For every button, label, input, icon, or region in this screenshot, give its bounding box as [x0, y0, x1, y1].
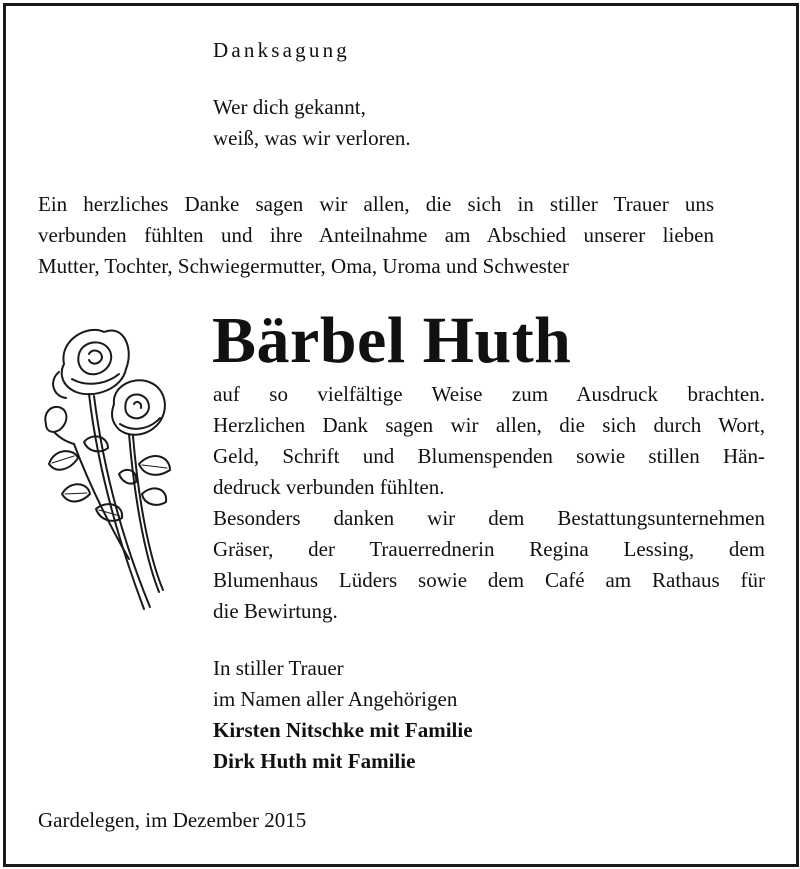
body-line: Besonders danken wir dem Bestattungsunternehmen [213, 506, 765, 530]
body-line: Gräser, der Trauerrednerin Regina Lessing, dem [213, 537, 765, 561]
body-text [213, 379, 765, 627]
intro-line: Mutter, Tochter, Schwiegermutter, Oma, Uroma und Schwester [38, 254, 569, 278]
intro-text [38, 189, 714, 282]
family-name: Dirk Huth mit Familie [213, 749, 416, 773]
body-line: Geld, Schrift und Blumenspenden sowie stillen Hän- [213, 444, 765, 468]
body-line: die Bewirtung. [213, 599, 338, 623]
intro-line: Ein herzliches Danke sagen wir allen, die sich in stiller Trauer uns [38, 192, 714, 216]
body-line: Herzlichen Dank sagen wir allen, die sich durch Wort, [213, 413, 765, 437]
body-line: Blumenhaus Lüders sowie dem Café am Rathaus für [213, 568, 765, 592]
obituary-frame [3, 3, 799, 867]
body-line: auf so vielfältige Weise zum Ausdruck brachten. [213, 382, 765, 406]
rose-illustration-icon [34, 324, 184, 624]
intro-line: verbunden fühlten und ihre Anteilnahme am Abschied unserer lieben [38, 223, 714, 247]
signature-line: im Namen aller Angehörigen [213, 687, 458, 711]
quote-line: weiß, was wir verloren. [213, 126, 411, 150]
signature-block [213, 653, 473, 777]
signature-line: In stiller Trauer [213, 656, 344, 680]
quote-line: Wer dich gekannt, [213, 95, 366, 119]
place-date: Gardelegen, im Dezember 2015 [38, 808, 307, 832]
quote [213, 92, 411, 154]
family-name: Kirsten Nitschke mit Familie [213, 718, 473, 742]
deceased-name: Bärbel Huth [212, 304, 572, 377]
heading: Danksagung [213, 38, 350, 62]
body-line: dedruck verbunden fühlten. [213, 475, 445, 499]
